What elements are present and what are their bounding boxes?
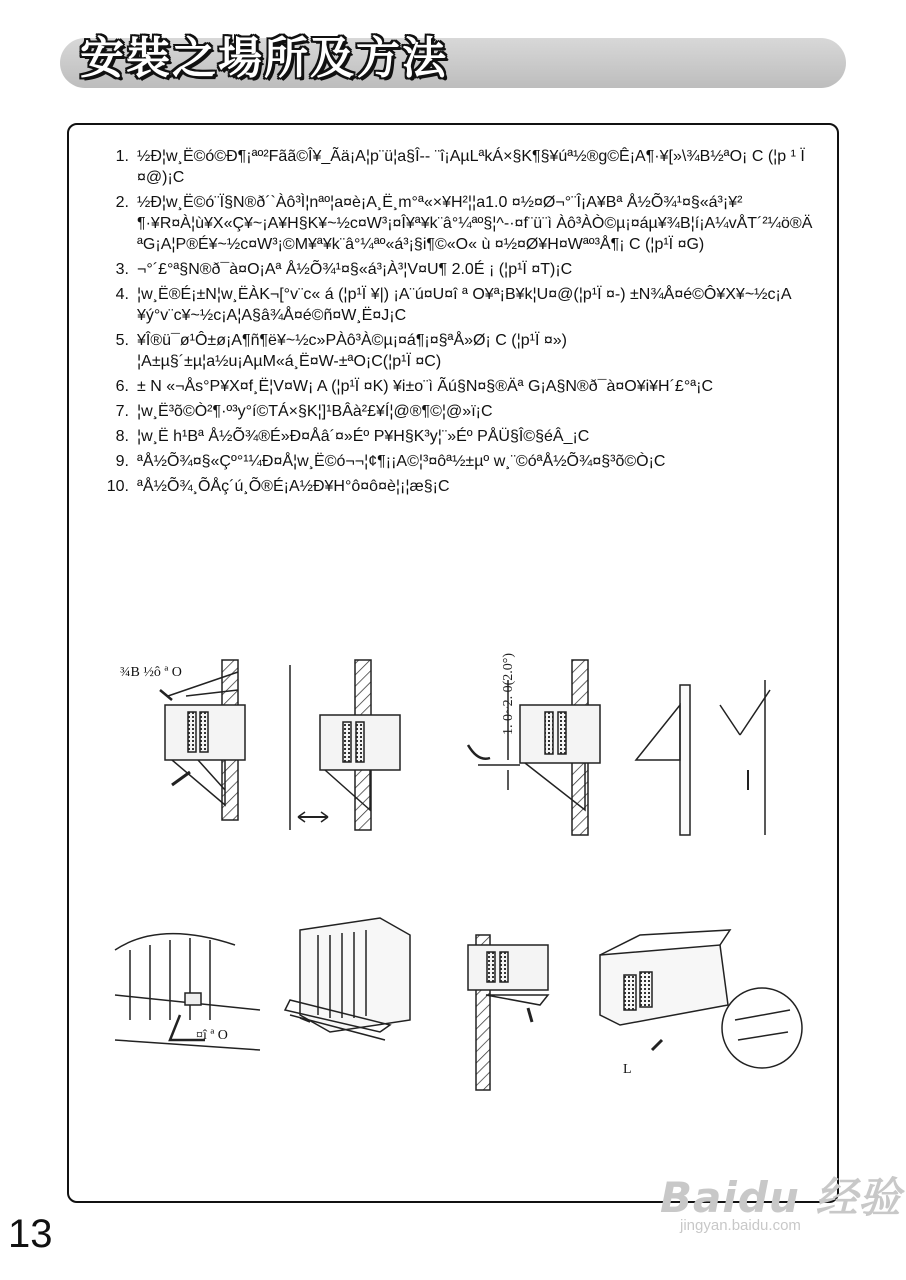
item-number: 1. xyxy=(115,148,129,165)
item-text: ªÅ½Õ¾¸ÕÅç´ú¸Õ®É¡A½Ð¥H°ô¤ô¤è¦¡¦æ§¡C xyxy=(137,478,450,495)
fig6-stop-plate-label: ¤î ª O xyxy=(196,1028,228,1043)
item-text: ½Ð¦w¸Ë©ó©Ð¶¡ªº²Fãã©Î¥_Ãä¡A¦p¨ü¦a§Î-- ¨î¡AµLªkÁ×§K¶§¥úª½®g©Ê¡A¶·¥[»\¾B½ªO¡ C (¦p ¹ Ï ¤@)¡C xyxy=(137,148,805,186)
item-text: ¦w¸Ë³õ©Ò²¶·º³y°í©TÁ×§K¦]¹BÂà²£¥Í¦@®¶©¦@»ï¡C xyxy=(137,403,493,420)
item-number: 7. xyxy=(115,403,129,420)
figure-1-sunshade xyxy=(160,660,245,820)
watermark-url: jingyan.baidu.com xyxy=(680,1217,801,1234)
item-number: 2. xyxy=(115,194,129,211)
item-text: ¦w¸Ë h¹Bª Å½Õ¾®É»Ð¤Åâ´¤»Éº P¥H§K³y¦¨»Éº PÅÜ§Î©§éÂ_¡C xyxy=(137,428,590,445)
item-text: ¬°´£°ª§N®ð¯à¤O¡Aª Å½Õ¾¹¤§«á³¡À³¦V¤U¶ 2.0É ¡ (¦p¹Ï ¤T)¡C xyxy=(137,261,573,278)
item-text: ¦w¸Ë®É¡±N¦w¸ËÀK¬[°v¨c« á (¦p¹Ï ¥|) ¡A¨ú¤U¤î ª O¥ª¡B¥k¦U¤@(¦p¹Ï ¤-) ±N¾Å¤é©Ô¥X¥~½c¡A ¥ý°v¨c¥~½c¡A¦A§â¾Å¤é©ñ¤W¸Ë¤J¡C xyxy=(137,286,792,324)
item-number: 10. xyxy=(106,478,129,495)
item-number: 8. xyxy=(115,428,129,445)
page-number: 13 xyxy=(8,1212,53,1256)
item-number: 3. xyxy=(115,261,129,278)
page-title: 安裝之場所及方法 xyxy=(80,33,448,84)
item-number: 5. xyxy=(115,332,129,349)
item-number: 6. xyxy=(115,378,129,395)
figure-8-drain-detail xyxy=(600,930,802,1068)
figure-2-clearance xyxy=(290,660,400,830)
fig8-label: L xyxy=(623,1062,632,1077)
watermark-logo: Baidu 经验 xyxy=(660,1173,902,1222)
figure-4-bracket xyxy=(636,680,770,835)
figure-5-window-frame xyxy=(115,934,260,1050)
item-number: 4. xyxy=(115,286,129,303)
watermark xyxy=(660,1165,902,1234)
item-text: ½Ð¦w¸Ë©ó¨Ï§N®ð´`Àô³Ì¦nªº¦a¤è¡A¸Ë¸m°ª«×¥H²¦¦a1.0 ¤½¤Ø¬°¨Î¡A¥Bª Å½Õ¾¹¤§«á³¡¥² ¶·¥R¤À¦ù¥X«Ç¥~¡A¥H§K¥~½c¤W³¡¤Î¥ª¥k¨â°¼ªº§¦^-·¤f¨ü¨ì Àô³ÀÒ©µ¡¤áµ¥¾B¦í¡A¼vÅT´²¼ö®Ä ªG¡A¦P®É¥~½c¤W³¡©M¥ª¥k¨â°¼ªº«á³¡§i¶©«O« ù ¤½¤Ø¥H¤Wªº³Å¶¡ C (¦p¹Ï ¤G) xyxy=(137,194,813,253)
figure-6-unit-rail xyxy=(285,918,410,1040)
fig3-dimension-label: 1. 0~2. 0(2.0°) xyxy=(501,653,516,735)
item-text: ªÅ½Õ¾¤§«Çº°¹¼Ð¤Å¦w¸Ë©ó¬¬¦¢¶¡¡A©¦³¤ôª½±µº w¸¨©óªÅ½Õ¾¤§³õ©Ò¡C xyxy=(137,453,666,470)
figure-3-tilt xyxy=(468,660,600,835)
fig1-sunshade-label: ¾B ½ô ª O xyxy=(120,665,182,680)
item-text: ¥Î®ü¯ø¹Ô±ø¡A¶ñ¶ë¥~½c»PÀô³À©µ¡¤á¶¡¤§ªÅ»Ø¡ C (¦p¹Ï ¤») ¦A±µ§´±µ¦a½u¡AµM«á¸Ë¤W-±ªO¡C(¦p¹Ï ¤C) xyxy=(137,332,567,370)
item-number: 9. xyxy=(115,453,129,470)
item-text: ± N «¬Ås°P¥X¤f¸Ë¦V¤W¡ A (¦p¹Ï ¤K) ¥i±o¨ì Ãú§N¤§®Äª G¡A§N®ð¯à¤O¥i¥H´£°ª¡C xyxy=(137,378,714,395)
figure-7-mounted xyxy=(468,935,548,1090)
